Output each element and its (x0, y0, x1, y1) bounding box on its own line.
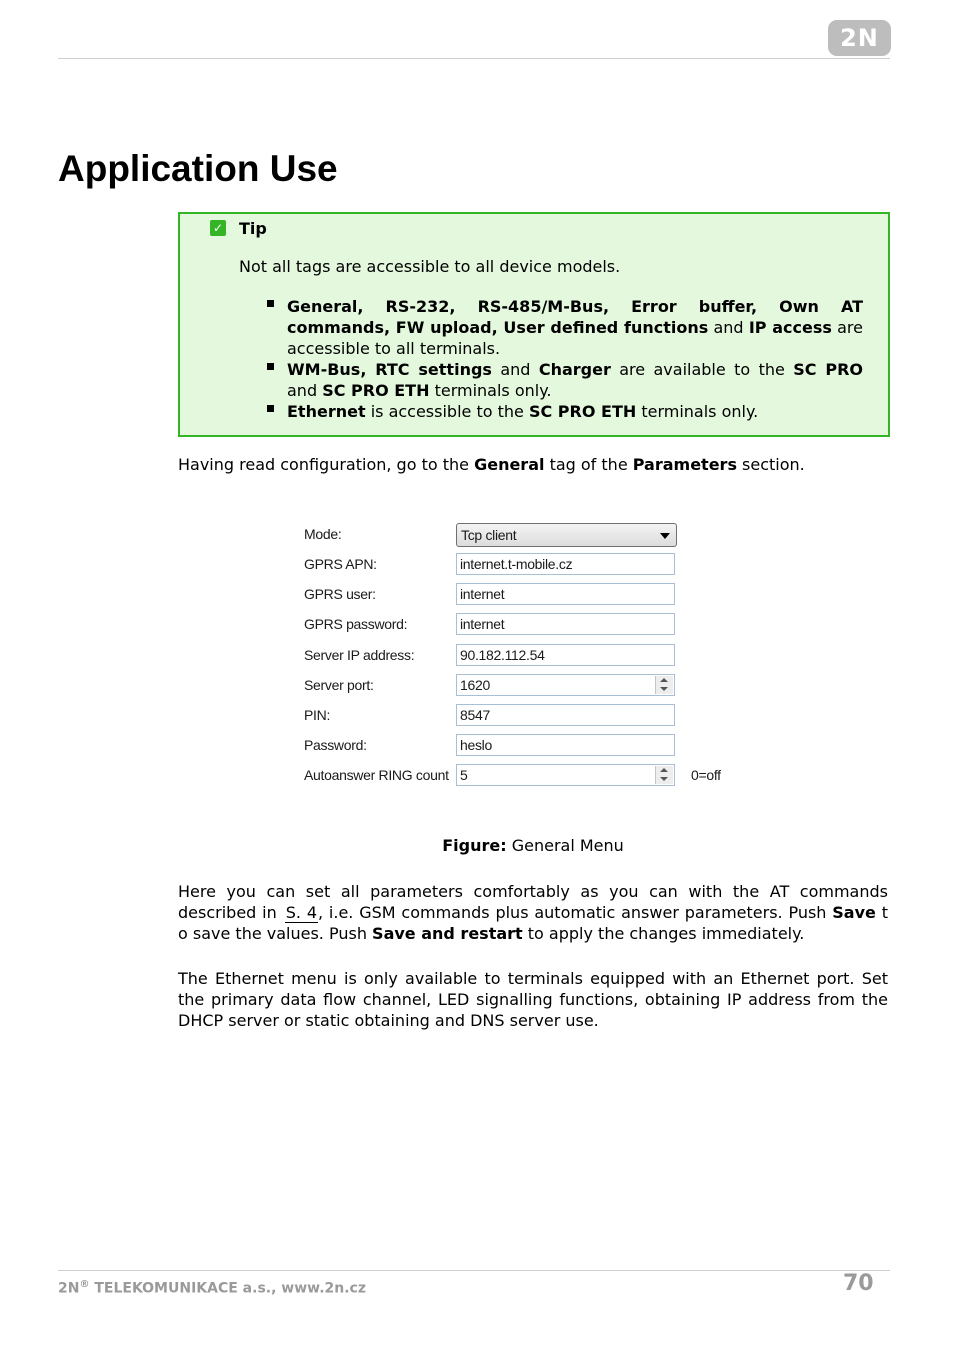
tip-intro: Not all tags are accessible to all device models. (239, 257, 621, 276)
ethernet-paragraph: The Ethernet menu is only available to terminals equipped with an Ethernet port. Set the primary data flow channel, LED signalling functions, obtaining IP address from the DHCP server or static obtaining and DNS server use. (178, 969, 888, 1030)
password-label: Password: (304, 737, 367, 753)
gprs-user-label: GPRS user: (304, 586, 376, 602)
list-item: WM-Bus, RTC settings and Charger are available to the SC PRO and SC PRO ETH terminals only. (265, 359, 863, 401)
intro-paragraph: Having read configuration, go to the General tag of the Parameters section. (178, 455, 805, 474)
tip-list (265, 296, 863, 422)
gprs-apn-input[interactable]: internet.t-mobile.cz (456, 553, 675, 575)
ring-count-value: 5 (460, 767, 468, 783)
tip-box (178, 212, 890, 437)
mode-value: Tcp client (461, 527, 517, 543)
gprs-user-input[interactable]: internet (456, 583, 675, 605)
2n-logo (828, 20, 891, 56)
pin-label: PIN: (304, 707, 331, 723)
tip-label: Tip (239, 219, 267, 238)
dropdown-arrow-icon (660, 533, 670, 539)
header-divider (58, 58, 890, 59)
ring-count-hint: 0=off (691, 767, 721, 783)
description-paragraph: Here you can set all parameters comfortably as you can with the AT commands described in S. 4, i.e. GSM commands plus automatic answer parameters. Push Save t o save the values. Push Save and restart to apply the changes immediately. (178, 882, 888, 943)
checkmark-icon: ✓ (210, 220, 226, 236)
page-number: 70 (843, 1271, 874, 1296)
server-port-stepper[interactable] (456, 674, 675, 696)
mode-label: Mode: (304, 526, 342, 542)
gprs-apn-label: GPRS APN: (304, 556, 377, 572)
footer-divider (58, 1270, 890, 1271)
general-menu-figure (300, 520, 740, 800)
gprs-password-input[interactable]: internet (456, 613, 675, 635)
spinner-icon[interactable] (655, 676, 673, 694)
list-item: General, RS-232, RS-485/M-Bus, Error buffer, Own AT commands, FW upload, User defined functions and IP access are accessible to all terminals. (265, 296, 863, 359)
mode-select[interactable] (456, 523, 677, 547)
server-ip-label: Server IP address: (304, 647, 415, 663)
server-ip-input[interactable]: 90.182.112.54 (456, 644, 675, 666)
figure-caption: Figure: General Menu (442, 836, 624, 855)
ring-count-label: Autoanswer RING count (304, 767, 449, 783)
gprs-password-label: GPRS password: (304, 616, 408, 632)
ring-count-stepper[interactable] (456, 764, 675, 786)
footer-company: 2N® TELEKOMUNIKACE a.s., www.2n.cz (58, 1279, 366, 1297)
server-port-value: 1620 (460, 677, 490, 693)
logo-text: 2N (840, 24, 879, 52)
page-title: Application Use (58, 148, 338, 189)
list-item: Ethernet is accessible to the SC PRO ETH terminals only. (265, 401, 863, 422)
server-port-label: Server port: (304, 677, 374, 693)
spinner-icon[interactable] (655, 766, 673, 784)
section-link[interactable]: S. 4 (285, 903, 317, 922)
password-input[interactable]: heslo (456, 734, 675, 756)
pin-input[interactable]: 8547 (456, 704, 675, 726)
